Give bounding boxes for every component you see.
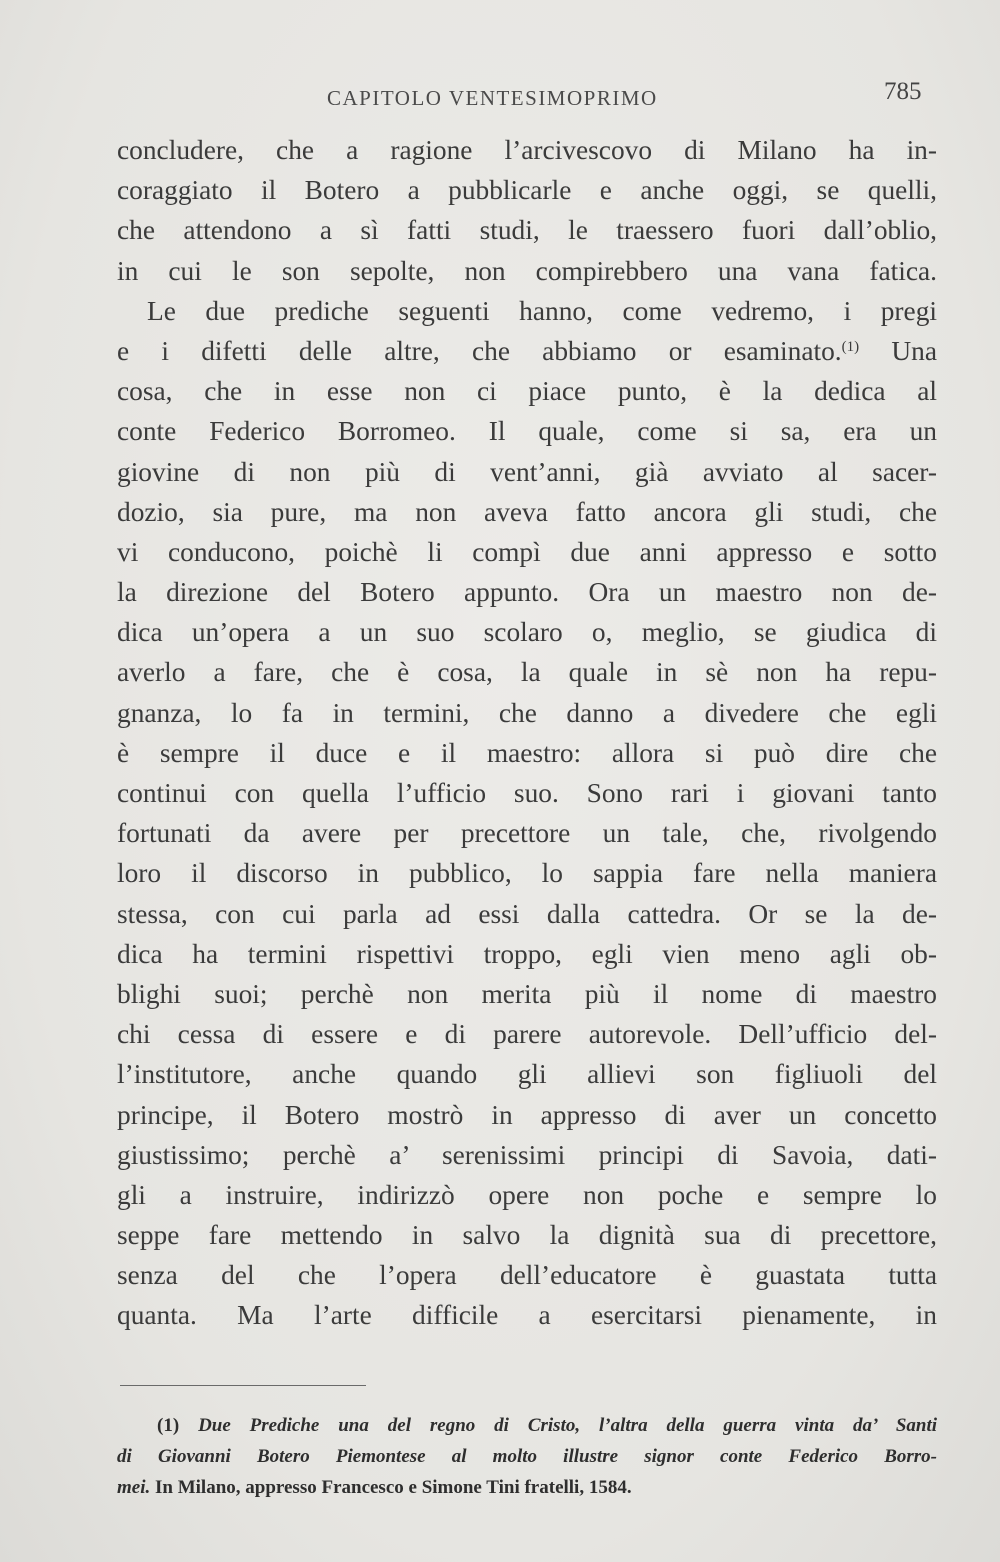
text-line: l’institutore, anche quando gli allievi son figliuoli del [117, 1059, 937, 1090]
running-title: CAPITOLO VENTESIMOPRIMO [327, 86, 658, 110]
text-line: senza del che l’opera dell’educatore è guastata tutta [117, 1260, 937, 1291]
text-line: in cui le son sepolte, non compirebbero una vana fatica. [117, 255, 937, 286]
text-line: vi conducono, poichè li compì due anni appresso e sotto [117, 536, 937, 567]
text-line: fortunati da avere per precettore un tale, che, rivolgendo [117, 818, 937, 849]
text-line: quanta. Ma l’arte difficile a esercitarsi pienamente, in [117, 1300, 937, 1331]
text-line: loro il discorso in pubblico, lo sappia fare nella maniera [117, 858, 937, 889]
text-line: cosa, che in esse non ci piace punto, è la dedica al [117, 376, 937, 407]
text-line: blighi suoi; perchè non merita più il nome di maestro [117, 978, 937, 1009]
text-line: seppe fare mettendo in salvo la dignità sua di precettore, [117, 1220, 937, 1251]
text-line: giovine di non più di vent’anni, già avviato al sacer- [117, 456, 937, 487]
footnote-line [117, 1441, 937, 1472]
text-line: è sempre il duce e il maestro: allora si può dire che [117, 737, 937, 768]
text-line: principe, il Botero mostrò in appresso di aver un concetto [117, 1099, 937, 1130]
footnote-line [117, 1472, 937, 1503]
text-line: conte Federico Borromeo. Il quale, come si sa, era un [117, 416, 937, 447]
footnote-separator [120, 1385, 366, 1386]
text-line: averlo a fare, che è cosa, la quale in sè non ha repu- [117, 657, 937, 688]
text-line: che attendono a sì fatti studi, le traessero fuori dall’oblio, [117, 215, 937, 246]
footnote [117, 1410, 937, 1503]
footnote-italic-text: Due Prediche una del regno di Cristo, l’altra della guerra vinta da’ Santi [198, 1415, 938, 1436]
text-line-part: Una [891, 335, 937, 366]
text-line: stessa, con cui parla ad essi dalla cattedra. Or se la de- [117, 898, 937, 929]
footnote-marker: (1) [157, 1415, 180, 1436]
footnote-italic-text: di Giovanni Botero Piemontese al molto illustre signor conte Federico Borro- [117, 1446, 937, 1467]
text-line: gli a instruire, indirizzò opere non poche e sempre lo [117, 1179, 937, 1210]
text-line: Le due prediche seguenti hanno, come vedremo, i pregi [147, 295, 937, 326]
footnote-reference[interactable]: (1) [841, 338, 860, 355]
footnote-line [117, 1410, 937, 1441]
text-line: gnanza, lo fa in termini, che danno a divedere che egli [117, 697, 937, 728]
body-text [117, 130, 937, 1336]
text-line-part: e i difetti delle altre, che abbiamo or esaminato. [117, 335, 842, 366]
text-line: dica ha termini rispettivi troppo, egli vien meno agli ob- [117, 938, 937, 969]
text-line: concludere, che a ragione l’arcivescovo di Milano ha in- [117, 135, 937, 165]
text-line: chi cessa di essere e di parere autorevole. Dell’ufficio del- [117, 1019, 937, 1050]
text-line: giustissimo; perchè a’ serenissimi principi di Savoia, dati- [117, 1139, 937, 1170]
footnote-italic-text: mei. [117, 1477, 151, 1498]
text-line: coraggiato il Botero a pubblicarle e anche oggi, se quelli, [117, 175, 937, 206]
running-head [0, 78, 1000, 118]
text-line: la direzione del Botero appunto. Ora un maestro non de- [117, 577, 937, 608]
text-line: dozio, sia pure, ma non aveva fatto ancora gli studi, che [117, 496, 937, 527]
page-number: 785 [884, 78, 922, 105]
footnote-imprint: In Milano, appresso Francesco e Simone Tini fratelli, 1584. [155, 1477, 632, 1498]
text-line: continui con quella l’ufficio suo. Sono rari i giovani tanto [117, 778, 937, 808]
text-line: dica un’opera a un suo scolaro o, meglio, se giudica di [117, 617, 937, 648]
text-line-with-footnote-ref [117, 331, 937, 371]
